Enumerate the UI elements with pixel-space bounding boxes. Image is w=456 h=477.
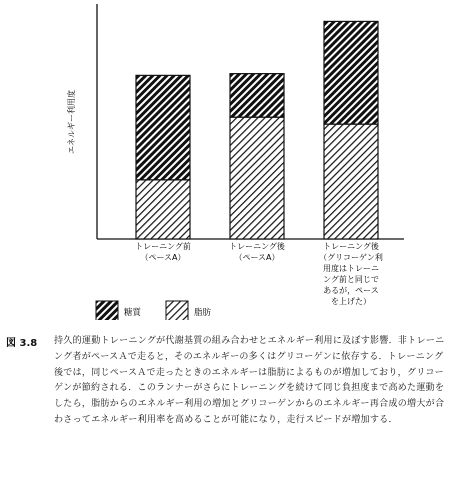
figure-caption <box>6 334 446 429</box>
x-tick-label-1-line-1: トレーニング前 <box>135 242 191 251</box>
x-tick-labels <box>135 241 383 306</box>
x-tick-label-2-line-1: トレーニング後 <box>229 242 285 251</box>
x-tick-label-3-line-6: を上げた） <box>331 297 371 306</box>
x-tick-label-1-line-2: （ペースA） <box>140 253 186 262</box>
legend-label-fat: 脂肪 <box>194 308 212 318</box>
bars-group <box>136 21 378 239</box>
x-tick-label-3-line-3: 用度はトレーニ <box>323 264 379 273</box>
legend-swatch-fat <box>166 301 188 320</box>
legend-label-sugar: 糖質 <box>124 308 142 318</box>
x-tick-label-3-line-4: ング前と同じで <box>323 275 379 284</box>
x-tick-label-3 <box>319 241 383 306</box>
x-tick-label-3-line-5: あるが，ペース <box>323 286 379 295</box>
x-tick-label-3-line-1: トレーニング後 <box>323 242 379 251</box>
x-tick-label-2 <box>229 241 286 262</box>
caption-number: 図 3.8 <box>6 338 38 349</box>
bar-3-sugar <box>324 21 378 124</box>
legend-swatch-sugar <box>96 301 118 320</box>
caption-text: 持久的運動トレーニングが代謝基質の組み合わせとエネルギー利用に及ぼす影響．非トレーニング者がペースＡで走ると，そのエネルギーの多くはグリコーゲンに依存する．トレーニング後では，同じペースＡで走ったときのエネルギーは脂肪によるものが増加しており，グリコーゲンが節約される．このランナーがさらにトレーニングを続けて同じ負担度まで高めた運動をしたら，脂肪からのエネルギー利用の増加とグリコーゲンからのエネルギー再合成の増大が合わさってエネルギー利用率を高めることが可能になり，走行スピードが増加する． <box>54 336 445 425</box>
legend <box>96 301 212 320</box>
bar-3-fat <box>324 124 378 239</box>
bar-1-fat <box>136 180 190 239</box>
bar-2-sugar <box>230 74 284 118</box>
y-axis-label: エネルギー利用度 <box>67 90 76 154</box>
bar-1-sugar <box>136 75 190 179</box>
bar-2-fat <box>230 117 284 239</box>
x-tick-label-2-line-2: （ペースA） <box>234 253 280 262</box>
x-tick-label-3-line-2: （グリコーゲン利 <box>319 253 383 262</box>
x-tick-label-1 <box>135 241 191 262</box>
